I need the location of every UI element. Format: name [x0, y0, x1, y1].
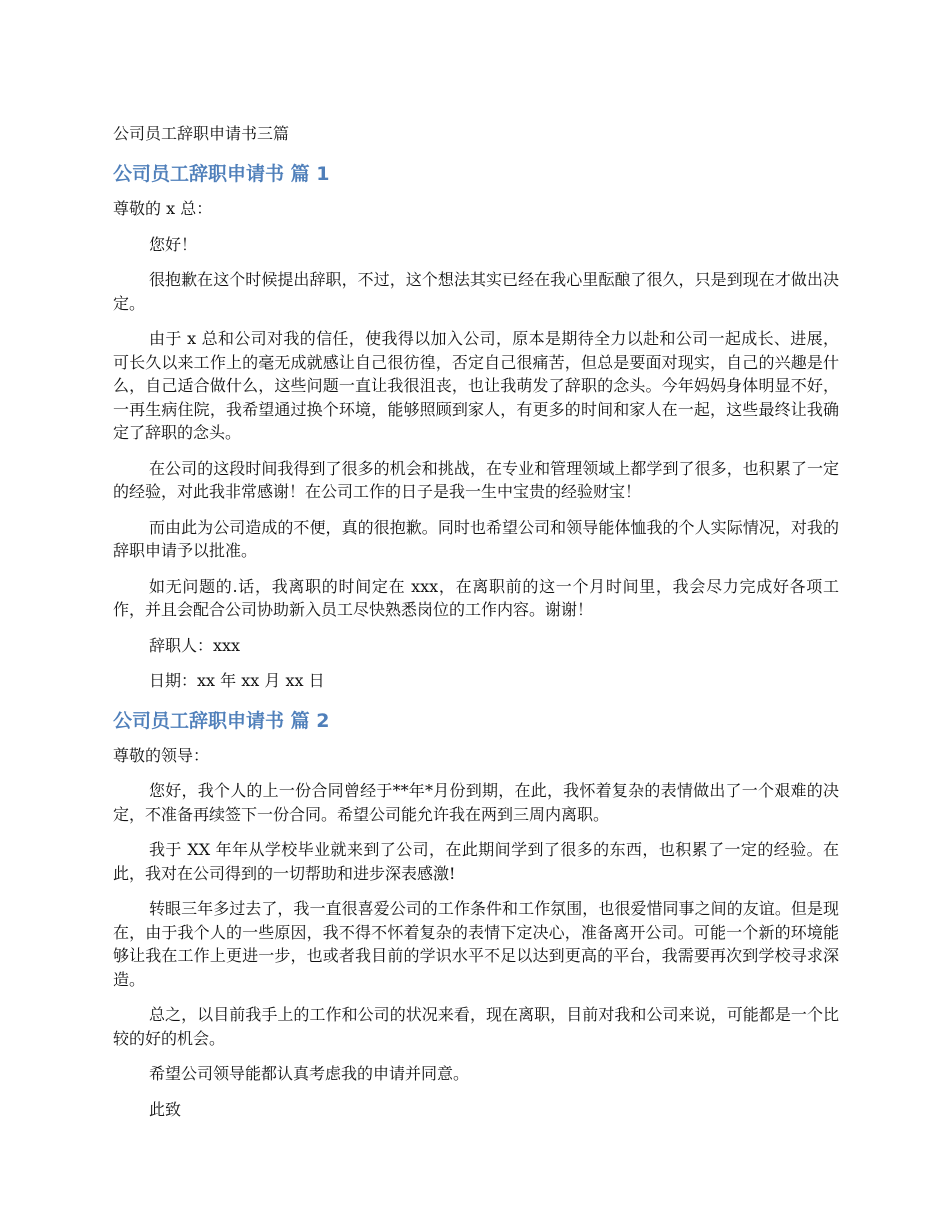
section-heading-2: 公司员工辞职申请书 篇 2 — [113, 709, 330, 732]
body-paragraph: 您好，我个人的上一份合同曾经于**年*月份到期，在此，我怀着复杂的表情做出了一个艰难的决定，不准备再续签下一份合同。希望公司能允许我在两到三周内离职。 — [113, 781, 839, 824]
body-paragraph: 由于 x 总和公司对我的信任，使我得以加入公司，原本是期待全力以赴和公司一起成长、进展，可长久以来工作上的毫无成就感让自己很彷徨，否定自己很痛苦，但总是要面对现实，自己的兴趣是什么，自己适合做什么，这些问题一直让我很沮丧，也让我萌发了辞职的念头。今年妈妈身体明显不好，一再生病住院，我希望通过换个环境，能够照顾到家人，有更多的时间和家人在一起，这些最终让我确定了辞职的念头。 — [113, 329, 839, 442]
greeting-paragraph: 您好！ — [149, 234, 198, 254]
signature-line: 辞职人：xxx — [149, 635, 241, 655]
date-line: 日期：xx 年 xx 月 xx 日 — [149, 671, 325, 690]
section-heading-1: 公司员工辞职申请书 篇 1 — [113, 163, 330, 185]
body-paragraph: 希望公司领导能都认真考虑我的申请并同意。 — [149, 1064, 470, 1083]
salutation-1: 尊敬的 x 总： — [113, 199, 213, 218]
body-paragraph: 总之，以目前我手上的工作和公司的状况来看，现在离职，目前对我和公司来说，可能都是一个比较的好的机会。 — [113, 1005, 839, 1048]
salutation-2: 尊敬的领导： — [113, 745, 210, 765]
body-paragraph: 很抱歉在这个时候提出辞职，不过，这个想法其实已经在我心里酝酿了很久，只是到现在才做出决定。 — [113, 270, 839, 313]
body-paragraph: 在公司的这段时间我得到了很多的机会和挑战，在专业和管理领域上都学到了很多，也积累了一定的经验，对此我非常感谢！在公司工作的日子是我一生中宝贵的经验财宝！ — [113, 458, 839, 501]
document-title: 公司员工辞职申请书三篇 — [113, 124, 290, 143]
body-paragraph: 转眼三年多过去了，我一直很喜爱公司的工作条件和工作氛围，也很爱惜同事之间的友谊。但是现在，由于我个人的一些原因，我不得不怀着复杂的表情下定决心，准备离开公司。可能一个新的环境能够让我在工作上更进一步，也或者我目前的学识水平不足以达到更高的平台，我需要再次到学校寻求深造。 — [113, 899, 839, 989]
closing-line: 此致 — [149, 1099, 182, 1119]
body-paragraph: 如无问题的.话，我离职的时间定在 xxx，在离职前的这一个月时间里，我会尽力完成好各项工作，并且会配合公司协助新入员工尽快熟悉岗位的工作内容。谢谢！ — [113, 576, 839, 619]
body-paragraph: 我于 XX 年年从学校毕业就来到了公司，在此期间学到了很多的东西，也积累了一定的经验。在此，我对在公司得到的一切帮助和进步深表感激! — [113, 840, 839, 883]
body-paragraph: 而由此为公司造成的不便，真的很抱歉。同时也希望公司和领导能体恤我的个人实际情况，对我的辞职申请予以批准。 — [113, 517, 839, 560]
